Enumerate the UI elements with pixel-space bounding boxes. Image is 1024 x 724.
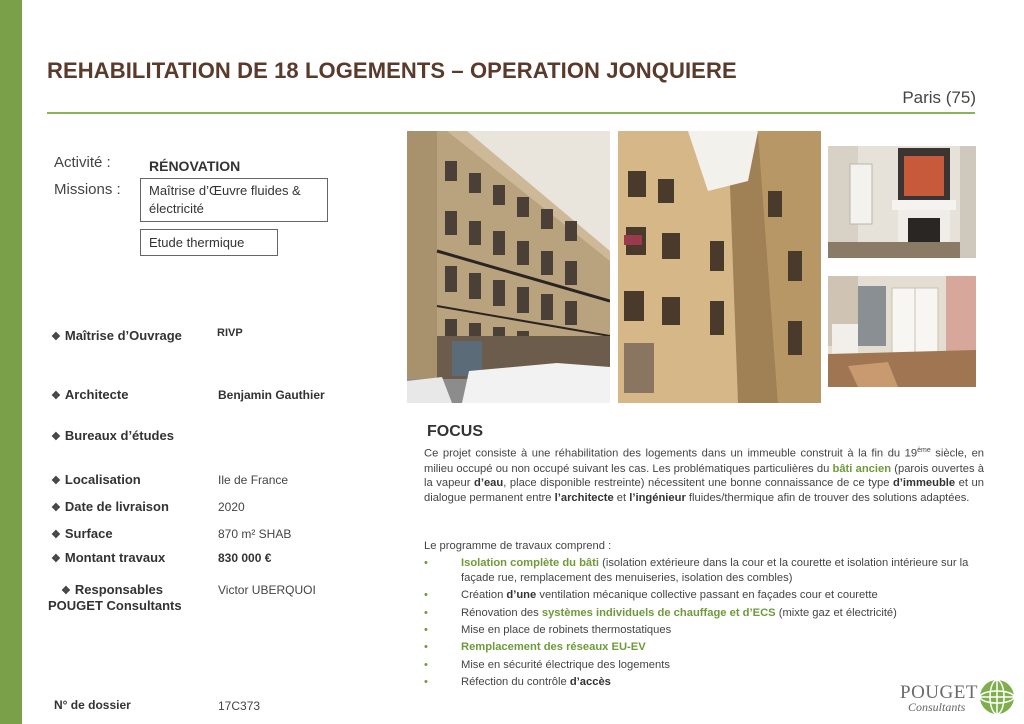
info-label-responsables <box>51 582 163 597</box>
list-item <box>424 640 989 655</box>
focus-text-part: fluides/thermique afin de trouver des solutions adaptées. <box>685 492 970 505</box>
focus-bold: d’immeuble <box>892 477 956 490</box>
info-label-text: Architecte <box>64 387 129 402</box>
info-label-text: Responsables <box>74 582 164 597</box>
page-title: REHABILITATION DE 18 LOGEMENTS – OPERATION JONQUIERE <box>47 58 737 83</box>
focus-text-part: et <box>613 492 630 505</box>
focus-bold: l’ingénieur <box>629 492 686 505</box>
list-item-text: Réfection du contrôle <box>461 676 570 689</box>
list-item <box>424 606 989 621</box>
photo-building-street <box>407 131 610 403</box>
info-value-architecte: Benjamin Gauthier <box>218 388 325 402</box>
list-item-highlight: Remplacement des réseaux EU-EV <box>461 641 646 654</box>
focus-superscript: ème <box>917 447 931 454</box>
list-item-bold: d’une <box>506 589 537 602</box>
diamond-bullet-icon: ❖ <box>51 553 61 565</box>
diamond-bullet-icon: ❖ <box>51 502 61 514</box>
list-item-bold: d’accès <box>569 676 611 689</box>
diamond-bullet-icon: ❖ <box>51 390 61 402</box>
info-value-responsables: Victor UBERQUOI <box>218 583 316 597</box>
diamond-bullet-icon: ❖ <box>61 585 71 597</box>
list-item-highlight: systèmes individuels de chauffage et d’ECS <box>541 606 776 619</box>
bullet-dot-icon: • <box>424 557 428 569</box>
list-item <box>424 556 989 586</box>
info-value-moa: RIVP <box>217 327 243 339</box>
photo-building-courtyard <box>618 131 821 403</box>
focus-highlight: bâti ancien <box>832 462 892 475</box>
info-label-bureaux <box>51 428 174 443</box>
title-divider <box>47 112 975 114</box>
info-label-localisation <box>51 472 141 487</box>
focus-text-part: , place disponible restreinte) nécessitent une bonne connaissance de ce type <box>503 477 893 490</box>
focus-text-part: Ce projet consiste à une réhabilitation des logements dans un immeuble construit à la fin du 19 <box>424 447 918 460</box>
activity-label: Activité : <box>54 154 111 171</box>
list-item <box>424 623 989 638</box>
focus-paragraph <box>424 444 984 506</box>
list-item-text: Création <box>461 589 507 602</box>
diamond-bullet-icon: ❖ <box>51 331 61 343</box>
info-value-montant: 830 000 € <box>218 551 272 565</box>
diamond-bullet-icon: ❖ <box>51 475 61 487</box>
info-label-text: Surface <box>64 526 113 541</box>
pouget-logo <box>898 678 1018 722</box>
list-item-text: (mixte gaz et électricité) <box>775 606 897 619</box>
list-item-text: Mise en sécurité électrique des logements <box>461 658 670 671</box>
info-label-dossier: N° de dossier <box>54 698 131 712</box>
info-label-responsables-company: POUGET Consultants <box>48 598 182 613</box>
info-value-localisation: Ile de France <box>218 473 289 487</box>
focus-bold: d’eau <box>474 477 504 490</box>
logo-wordmark: POUGET <box>900 682 978 703</box>
info-label-text: Localisation <box>64 472 141 487</box>
info-value-livraison: 2020 <box>218 500 245 514</box>
diamond-bullet-icon: ❖ <box>51 431 61 443</box>
list-item-text: Rénovation des <box>461 606 542 619</box>
info-label-moa <box>51 328 182 343</box>
info-value-dossier: 17C373 <box>218 699 261 713</box>
focus-bold: l’architecte <box>554 492 614 505</box>
bullet-dot-icon: • <box>424 606 428 619</box>
list-item-highlight: Isolation complète du bâti <box>461 557 599 569</box>
focus-title: FOCUS <box>427 423 483 440</box>
info-label-montant <box>51 550 165 565</box>
focus-text-part: et un dialogue permanent entre <box>424 477 984 505</box>
list-item <box>424 588 989 603</box>
mission-box-moe: Maîtrise d’Œuvre fluides & électricité <box>140 178 328 222</box>
list-item-text: (isolation extérieure dans la cour et la courette et isolation intérieure sur la façade rue, remplacement des menuiseries, isolation des combles) <box>461 557 969 584</box>
info-label-text: Date de livraison <box>64 499 169 514</box>
logo-subtitle: Consultants <box>908 700 966 714</box>
programme-list <box>424 556 989 693</box>
info-label-surface <box>51 526 113 541</box>
activity-value: RÉNOVATION <box>149 158 241 174</box>
diamond-bullet-icon: ❖ <box>51 529 61 541</box>
info-value-surface: 870 m² SHAB <box>218 527 292 541</box>
list-item <box>424 658 989 673</box>
info-label-architecte <box>51 387 128 402</box>
info-label-livraison <box>51 499 169 514</box>
focus-text-part: (parois ouvertes à la vapeur <box>424 462 984 490</box>
bullet-dot-icon: • <box>424 623 428 636</box>
bullet-dot-icon: • <box>424 589 428 602</box>
list-item-text: Mise en place de robinets thermostatiques <box>461 623 672 636</box>
mission-box-thermique: Etude thermique <box>140 229 278 256</box>
info-label-text: Montant travaux <box>64 550 166 565</box>
globe-icon <box>978 678 1016 716</box>
info-label-text: Bureaux d’études <box>64 428 174 443</box>
photo-interior-fireplace <box>828 146 976 258</box>
focus-text-part: siècle, en milieu occupé ou non occupé suivant les cas. Les problématiques particulières du <box>424 447 985 475</box>
list-item-text: ventilation mécanique collective passant en façades cour et courette <box>536 589 878 602</box>
programme-intro: Le programme de travaux comprend : <box>424 540 612 552</box>
photo-interior-room <box>828 276 976 387</box>
bullet-dot-icon: • <box>424 658 428 671</box>
bullet-dot-icon: • <box>424 641 428 654</box>
left-accent-bar <box>0 0 22 724</box>
location-label: Paris (75) <box>902 88 976 107</box>
bullet-dot-icon: • <box>424 676 428 689</box>
missions-label: Missions : <box>54 181 121 198</box>
info-label-text: Maîtrise d’Ouvrage <box>64 328 182 343</box>
